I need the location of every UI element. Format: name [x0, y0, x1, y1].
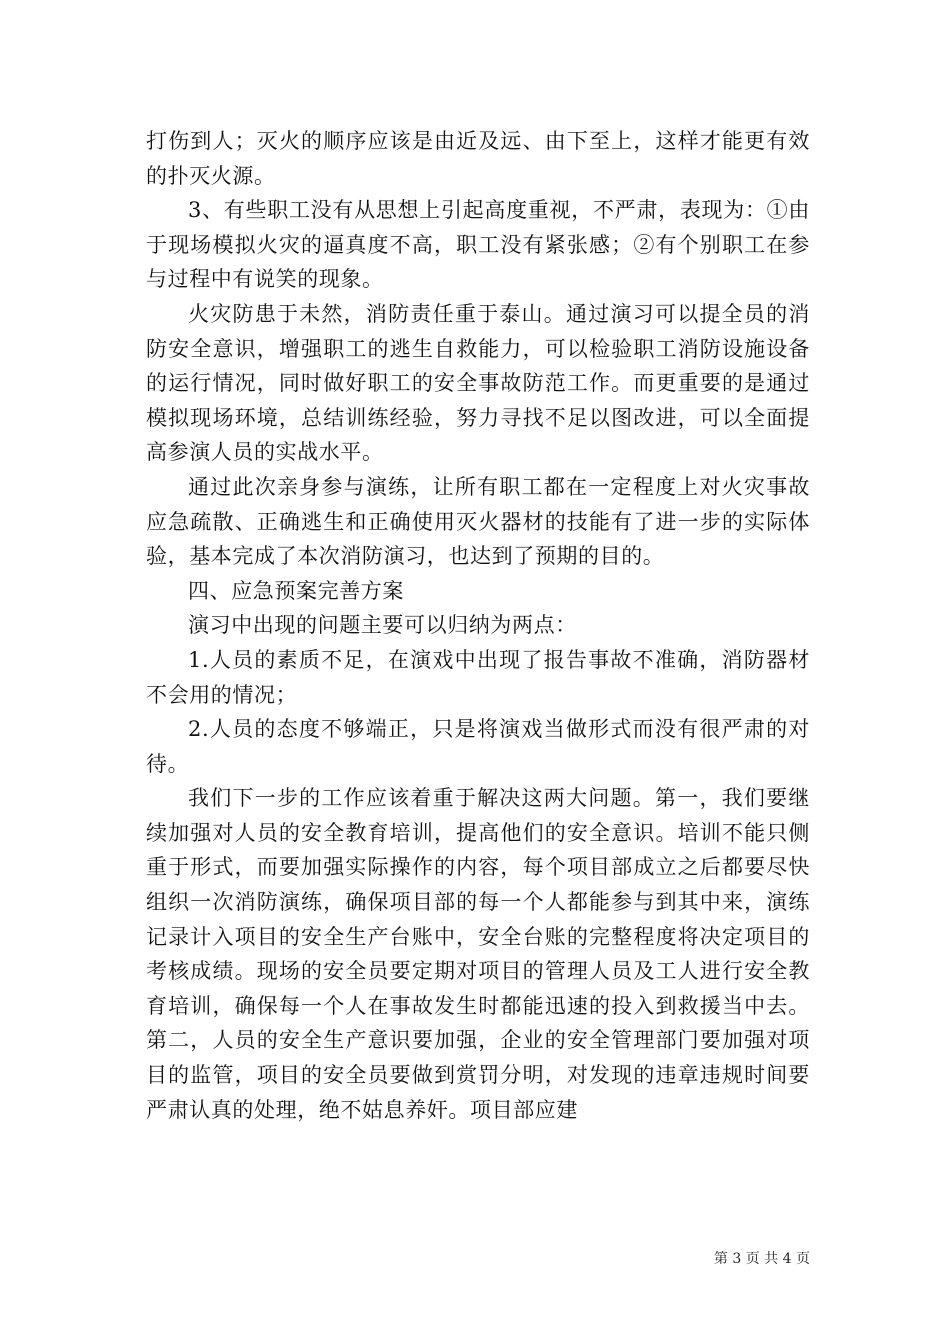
list-item-2: 2.人员的态度不够端正，只是将演戏当做形式而没有很严肃的对待。 — [146, 717, 810, 776]
paragraph-2: 3、有些职工没有从思想上引起高度重视，不严肃，表现为：①由于现场模拟火灾的逼真度不高，职工没有紧张感；②有个别职工在参与过程中有说笑的现象。 — [146, 198, 810, 292]
paragraph-6: 演习中出现的问题主要可以归纳为两点： — [188, 613, 577, 638]
document-body — [146, 124, 810, 1127]
section-heading: 四、应急预案完善方案 — [188, 578, 404, 603]
paragraph-1: 打伤到人；灭火的顺序应该是由近及远、由下至上，这样才能更有效的扑灭火源。 — [146, 129, 810, 188]
page-number: 第 3 页 共 4 页 — [713, 1251, 810, 1267]
paragraph-4: 通过此次亲身参与演练，让所有职工都在一定程度上对火灾事故应急疏散、正确逃生和正确使用灭火器材的技能有了进一步的实际体验，基本完成了本次消防演习，也达到了预期的目的。 — [146, 474, 810, 569]
list-item-1: 1.人员的素质不足，在演戏中出现了报告事故不准确，消防器材不会用的情况； — [146, 647, 810, 707]
paragraph-9: 我们下一步的工作应该着重于解决这两大问题。第一，我们要继续加强对人员的安全教育培训，提高他们的安全意识。培训不能只侧重于形式，而要加强实际操作的内容，每个项目部成立之后都要尽快组织一次消防演练，确保项目部的每一个人都能参与到其中来，演练记录计入项目的安全生产台账中，安全台账的完整程度将决定项目的考核成绩。现场的安全员要定期对项目的管理人员及工人进行安全教育培训，确保每一个人在事故发生时都能迅速的投入到救援当中去。第二，人员的安全生产意识要加强，企业的安全管理部门要加强对项目的监管，项目的安全员要做到赏罚分明，对发现的违章违规时间要严肃认真的处理，绝不姑息养奸。项目部应建 — [146, 786, 810, 1122]
paragraph-3: 火灾防患于未然，消防责任重于泰山。通过演习可以提全员的消防安全意识，增强职工的逃生自救能力，可以检验职工消防设施设备的运行情况，同时做好职工的安全事故防范工作。而更重要的是通过模拟现场环境，总结训练经验，努力寻找不足以图改进，可以全面提高参演人员的实战水平。 — [146, 301, 810, 465]
